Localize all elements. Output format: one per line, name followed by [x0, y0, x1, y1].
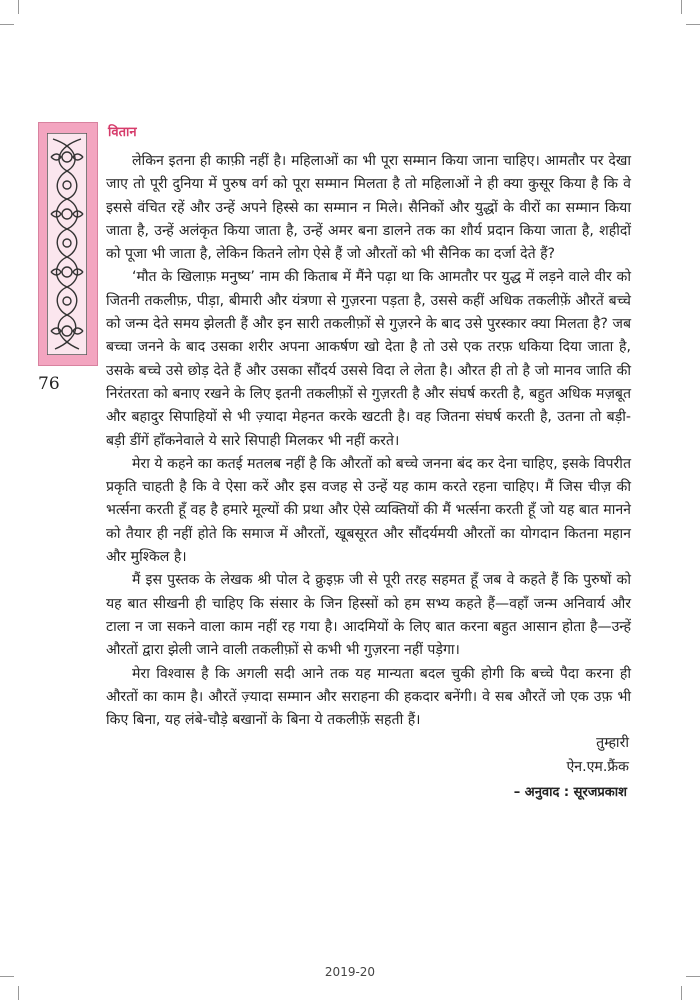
author-name: ऐन.एम.फ्रैंक [566, 758, 629, 775]
crop-mark [681, 986, 682, 1000]
crop-mark [0, 24, 14, 25]
crop-mark [681, 0, 682, 14]
section-label: वितान [108, 125, 137, 140]
crop-mark [18, 0, 19, 14]
paragraph: मैं इस पुस्तक के लेखक श्री पोल दे क्रुइफ़ जी से पूरी तरह सहमत हूँ जब वे कहते हैं कि पुरुषों को यह बात सीखनी ही चाहिए कि संसार के जिन हिस्सों को हम सभ्य कहते हैं—वहाँ जन्म अनिवार्य और टाला न जा सकने वाला काम नहीं रह गया है। आदमियों के लिए बात करना बहुत आसान होता है—उन्हें औरतों द्वारा झेली जाने वाली तकलीफ़ों से कभी भी गुज़रना नहीं पड़ेगा। [106, 572, 631, 659]
paragraph: लेकिन इतना ही काफ़ी नहीं है। महिलाओं का भी पूरा सम्मान किया जाना चाहिए। आमतौर पर देखा जाए तो पूरी दुनिया में पुरुष वर्ग को पूरा सम्मान मिलता है तो महिलाओं ने ही क्या कुसूर किया है कि वे इससे वंचित रहें और उन्हें अपने हिस्से का सम्मान न मिले। सैनिकों और युद्धों के वीरों का सम्मान किया जाता है, उन्हें अलंकृत किया जाता है, उन्हें अमर बना डालने तक का शौर्य प्रदान किया जाता है, शहीदों को पूजा भी जाता है, लेकिन कितने लोग ऐसे हैं जो औरतों को भी सैनिक का दर्जा देते हैं? [106, 153, 631, 263]
crop-mark [18, 986, 19, 1000]
decorative-border-ornament [38, 122, 98, 366]
crop-mark [686, 24, 700, 25]
translator-credit: – अनुवाद : सूरजप्रकाश [513, 785, 627, 801]
footer-year: 2019-20 [324, 965, 376, 979]
paragraph: ‘मौत के खिलाफ़ मनुष्य’ नाम की किताब में मैंने पढ़ा था कि आमतौर पर युद्ध में लड़ने वाले वीर को जितनी तकलीफ़, पीड़ा, बीमारी और यंत्रणा से गुज़रना पड़ता है, उससे कहीं अधिक तकलीफ़ें औरतें बच्चे को जन्म देते समय झेलती हैं और इन सारी तकलीफ़ों से गुज़रने के बाद उसे पुरस्कार क्या मिलता है? जब बच्चा जनने के बाद उसका शरीर अपना आकर्षण खो देता है तो उसे एक तरफ़ धकिया दिया जाता है, उसके बच्चे उसे छोड़ देते हैं और उसका सौंदर्य उससे विदा ले लेता है। औरत ही तो है जो मानव जाति की निरंतरता को बनाए रखने के लिए इतनी तकलीफ़ों से गुज़रती है और संघर्ष करती है, बहुत अधिक मज़बूत और बहादुर सिपाहियों से भी ज़्यादा मेहनत करके खटती है। वह जितना संघर्ष करती है, उतना तो बड़ी-बड़ी डींगें हाँकनेवाले ये सारे सिपाही मिलकर भी नहीं करते। [106, 269, 631, 449]
letter-body [106, 150, 631, 804]
ornament-pattern-icon [47, 133, 87, 355]
paragraph: मेरा ये कहने का कतई मतलब नहीं है कि औरतों को बच्चे जनना बंद कर देना चाहिए, इसके विपरीत प्रकृति चाहती है कि वे ऐसा करें और इस वजह से उन्हें यह काम करते रहना चाहिए। मैं जिस चीज़ की भर्त्सना करती हूँ वह है हमारे मूल्यों की प्रथा और ऐसे व्यक्तियों की मैं भर्त्सना करती हूँ जो यह बात मानने को तैयार ही नहीं होते कि समाज में औरतों, खूबसूरत और सौंदर्यमयी औरतों का योगदान कितना महान और मुश्किल है। [106, 455, 631, 566]
paragraph: मेरा विश्वास है कि अगली सदी आने तक यह मान्यता बदल चुकी होगी कि बच्चे पैदा करना ही औरतों का काम है। औरतें ज़्यादा सम्मान और सराहना की हकदार बनेंगी। वे सब औरतें जो एक उफ़ भी किए बिना, यह लंबे-चौड़े बखानों के बिना ये तकलीफ़ें सहती हैं। [106, 665, 631, 729]
closing-salutation: तुम्हारी [596, 735, 629, 752]
page-number: 76 [38, 374, 60, 394]
